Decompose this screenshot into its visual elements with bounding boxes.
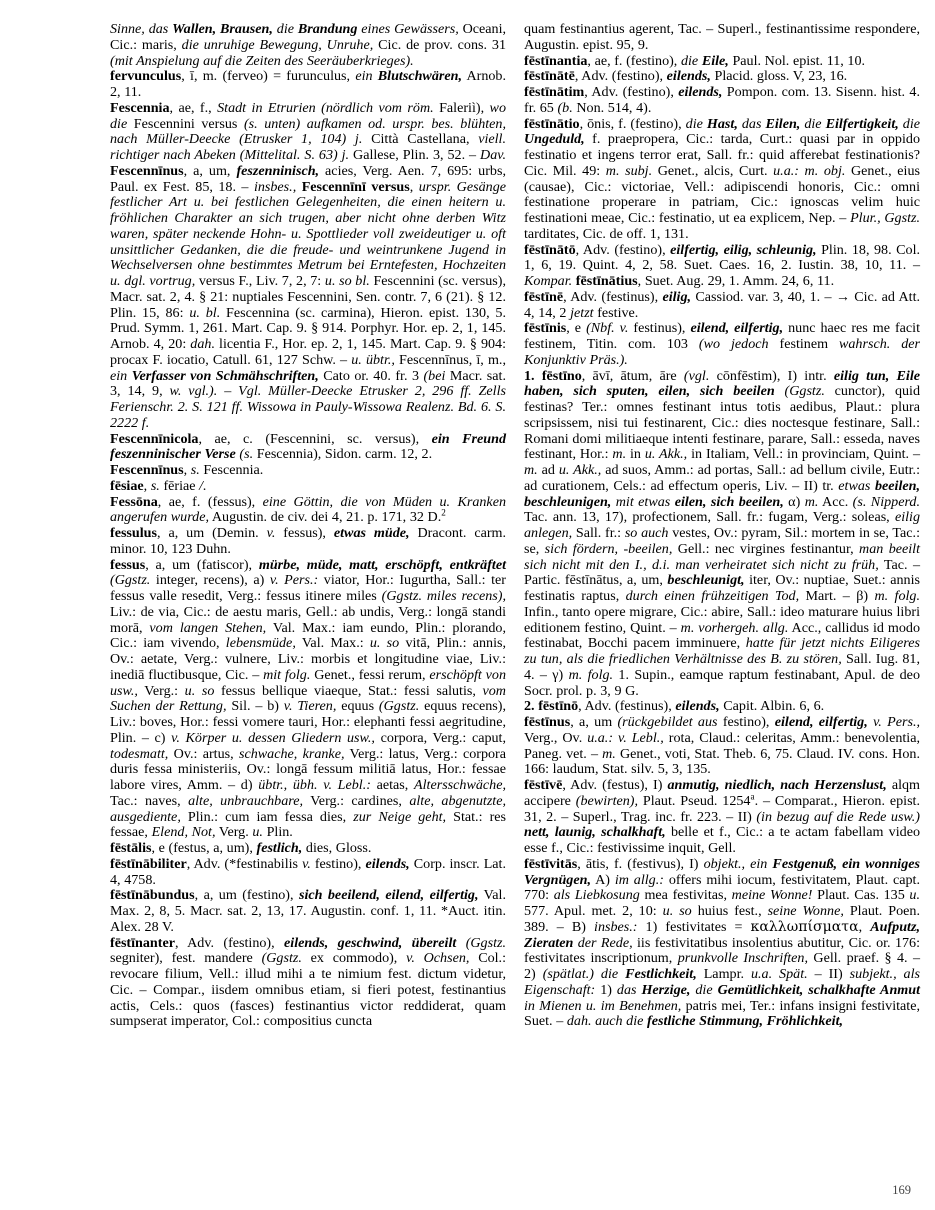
dictionary-entry: Fescennīnicola, ae, c. (Fescennini, sc. versus), ein Freund feszenninischer Verse (s. Fescennia), Sidon. carm. 12, 2. <box>110 430 506 463</box>
right-column <box>524 22 920 1177</box>
dictionary-entry: fēstīnantia, ae, f. (festino), die Eile, Paul. Nol. epist. 11, 10. <box>524 52 866 69</box>
dictionary-entry: fēstīnātio, ōnis, f. (festino), die Hast, das Eilen, die Eilfertigkeit, die Ungeduld, f. praepropera, Cic.: tarda, Curt.: quasi par in oppido festinatio et ingens terror erat, Sall. fr.: quid afferebat festinationis? Cic. Mil. 49: m. subj. Genet., alcis, Curt. u.a.: m. obj. Genet., eius (causae), Cic.: victoriae, Vell.: adipiscendi honoris, Cic.: omni festinatione properare in patriam, Cic.: ignoscas velim huic festinationi meae, Cic.: festinatio, ut ea explicem, Nep. – Plur., Ggstz. tarditates, Cic. de off. 1, 131. <box>524 115 921 242</box>
dictionary-entry: Fescennīnus, s. Fescennia. <box>110 462 264 478</box>
dictionary-entry: fēstīnanter, Adv. (festino), eilends, geschwind, übereilt (Ggstz. segniter), fest. mandere (Ggstz. ex commodo), v. Ochsen, Col.: revocare filium, Vell.: illud mihi a te nimium fest. dictum videtur, Cic. – Compar., iisdem omnibus etiam, si fieri potest, festinantius actis, Cels.: quos (fasces) festinantius victor reddiderat, quam sumpserat imperator, Col.: compositius cuncta <box>110 934 507 1030</box>
dictionary-entry: 2. fēstīnō, Adv. (festinus), eilends, Capit. Albin. 6, 6. <box>524 698 825 715</box>
dictionary-entry: fēstīnus, a, um (rückgebildet aus festino), eilend, eilfertig, v. Pers., Verg., Ov. u.a.: v. Lebl., rota, Claud.: celeritas, Amm.: benevolentia, Paneg. vet. – m. Genet., voti, Stat. Theb. 6, 75. Claud. IV. cons. Hon. 166: laudum, Stat. silv. 5, 3, 135. <box>524 714 920 778</box>
dictionary-entry: fervunculus, ī, m. (ferveo) = furunculus, ein Blutschwären, Arnob. 2, 11. <box>110 68 506 100</box>
dictionary-entry: fēstīvitās, ātis, f. (festivus), I) objekt., ein Festgenuß, ein wonniges Vergnügen, A) im allg.: offers mihi iocum, festivitatem, Plaut. capt. 770: als Liebkosung mea festivitas, meine Wonne! Plaut. Cas. 135 u. 577. Apul. met. 2, 10: u. so huius fest., seine Wonne, Plaut. Poen. 389. – B) insbes.: 1) festivitates = καλλωπίσματα, Aufputz, Zieraten der Rede, iis festivitatibus insolentius abutitur, Cic. or. 176: festivitates inscriptionum, prunkvolle Inschriften, Gell. praef. § 4. – 2) (spätlat.) die Festlichkeit, Lampr. u.a. Spät. – II) subjekt., als Eigenschaft: 1) das Herzige, die Gemütlichkeit, schalkhafte Anmut in Mienen u. im Benehmen, patris mei, Ter.: infans insigni festivitate, Suet. – dah. auch die festliche Stimmung, Fröhlichkeit, <box>524 855 921 1030</box>
dictionary-entry: fēstīnābiliter, Adv. (*festinabilis v. festino), eilends, Corp. inscr. Lat. 4, 4758. <box>110 855 506 888</box>
dictionary-entry: fēstīnābundus, a, um (festino), sich beeilend, eilend, eilfertig, Val. Max. 2, 8, 5. Macr. sat. 2, 13, 17. Augustin. conf. 1, 11. *Auct. itin. Alex. 28 V. <box>110 887 506 935</box>
dictionary-entry: fēstīvē, Adv. (festus), I) anmutig, niedlich, nach Herzenslust, alqm accipere (bewirten), Plaut. Pseud. 1254$^a$. – Comparat., Hieron. epist. 31, 2. – Superl., Trag. inc. fr. 223. – II) (in bezug auf die Rede usw.) nett, launig, schalkhaft, belle et f., Cic.: a te actam fabellam video esse f., Cic.: festivissime inquit, Gell. <box>524 777 921 856</box>
dictionary-entry: fessus, a, um (fatiscor), mürbe, müde, matt, erschöpft, entkräftet (Ggstz. integer, recens), a) v. Pers.: viator, Hor.: Iugurtha, Sall.: ter fessus valle resedit, Verg.: fessus itinere miles (Ggstz. miles recens), Liv.: de via, Cic.: de aestu maris, Gell.: ab undis, Verg.: longā standi morā, vom langen Stehen, Val. Max.: iam eundo, Plin.: plorando, Cic.: iam vivendo, lebensmüde, Val. Max.: u. so vitā, Plin.: annis, Ov.: aetate, Verg.: vulnere, Liv.: morbis et longitudine viae, Liv.: inediā fluctibusque, Cic. – mit folg. Genet., fessi rerum, erschöpft von usw., Verg.: u. so fessus bellique viaeque, Stat.: fessi salutis, vom Suchen der Rettung, Sil. – b) v. Tieren, equus (Ggstz. equus recens), Liv.: boves, Hor.: fessi vomere tauri, Hor.: elephanti fessi aegritudine, Plin. – c) v. Körper u. dessen Gliedern usw., corpora, Verg.: caput, todesmatt, Ov.: artus, schwache, kranke, Verg.: latus, Verg.: corpora duris fessa ministeriis, Ov.: longā fessum militiā latus, Hor.: fessae labore vires, Amm. – d) übtr., übh. v. Lebl.: aetas, Altersschwäche, Tac.: naves, alte, unbrauchbare, Verg.: cardines, alte, abgenutzte, ausgediente, Plin.: cum iam fessa dies, zur Neige geht, Stat.: res fessae, Elend, Not, Verg. u. Plin. <box>110 556 507 841</box>
dictionary-entry: fēstīnātim, Adv. (festino), eilends, Pompon. com. 13. Sisenn. hist. 4. fr. 65 (b. Non. 514, 4). <box>524 84 920 116</box>
dictionary-entry: fessulus, a, um (Demin. v. fessus), etwas müde, Dracont. carm. minor. 10, 123 Duhn. <box>110 525 507 557</box>
page-number: 169 <box>892 1183 911 1197</box>
dictionary-entry: fēstīnis, e (Nbf. v. festinus), eilend, eilfertig, nunc haec res me facit festinem, Titin. com. 103 (wo jedoch festinem wahrsch. der Konjunktiv Präs.). <box>524 320 920 368</box>
dictionary-entry: 1. fēstīno, āvī, ātum, āre (vgl. cōnfēstim), I) intr. eilig tun, Eile haben, sich sputen, eilen, sich beeilen (Ggstz. cunctor), quid festinas? Ter.: omnes festinant intus totis aedibus, Plaut.: plura scripsissem, nisi tui festinarent, Cic.: dies noctesque festinare, Sall.: Romani domi militiaeque intenti festinare, parare, Sall.: esseda, naves festinant, Hor.: m. in u. Akk., in Italiam, Vell.: in provinciam, Quint. – m. ad u. Akk., ad suos, Amm.: ad portas, Sall.: ad bellum civile, Eutr.: ad curationem, Cels.: ad effectum operis, Liv. – II) tr. etwas beeilen, beschleunigen, mit etwas eilen, sich beeilen, α) m. Acc. (s. Nipperd. Tac. ann. 13, 17), profectionem, Sall. fr.: fugam, Verg.: soleas, eilig anlegen, Sall. fr.: so auch vestes, Ov.: pyram, Sil.: mortem in se, Tac.: se, sich fördern, -beeilen, Gell.: nec virgines festinantur, man beeilt sich nicht mit den I., d.i. man verheiratet sich nicht zu früh, Tac. – Partic. fēstīnātus, a, um, beschleunigt, iter, Ov.: nuptiae, Suet.: annis festinatis raptus, durch einen frühzeitigen Tod, Mart. – β) m. folg. Infin., tanto opere migrare, Cic.: abire, Sall.: ideo maturare huius libri editionem festino, Quint. – m. vorhergeh. allg. Acc., callidus id modo festinabat, Bocchi pacem imminuere, hatte für jetzt nichts Eiligeres zu tun, als die friedlichen Verhältnisse des B. zu stören, Sall. Iug. 81, 4. – γ) m. folg. 1. Supin., eamque raptum festinabant, Apul. de deo Socr. prol. p. 3, 9 G. <box>524 367 921 699</box>
dictionary-entry: Sinne, das Wallen, Brausen, die Brandung eines Gewässers, Oceani, Cic.: maris, die unruhige Bewegung, Unruhe, Cic. de prov. cons. 31 (mit Anspielung auf die Zeiten des Seeräuberkrieges). <box>110 21 507 69</box>
dictionary-entry: fēstīnātō, Adv. (festino), eilfertig, eilig, schleunig, Plin. 18, 98. Col. 1, 6, 19. Quint. 4, 2, 58. Suet. Caes. 16, 2. Iustin. 38, 10, 11. – Kompar. fēstīnātius, Suet. Aug. 29, 1. Amm. 24, 6, 11. <box>524 241 921 289</box>
dictionary-entry: fēstīnātē, Adv. (festino), eilends, Placid. gloss. V, 23, 16. <box>524 68 848 85</box>
dictionary-entry: quam festinantius agerent, Tac. – Superl., festinantissime respondere, Augustin. epist. 95, 9. <box>524 21 920 53</box>
left-column <box>110 22 506 1177</box>
two-column-body <box>22 21 921 1177</box>
dictionary-entry: Fessōna, ae, f. (fessus), eine Göttin, die von Müden u. Kranken angerufen wurde, Augustin. de civ. dei 4, 21. p. 171, 32 D.$^2$ <box>110 493 506 526</box>
dictionary-entry: fēstīnē, Adv. (festinus), eilig, Cassiod. var. 3, 40, 1. – → Cic. ad Att. 4, 14, 2 jetzt festive. <box>524 288 921 321</box>
dictionary-entry: fēstālis, e (festus, a, um), festlich, dies, Gloss. <box>110 840 372 856</box>
dictionary-entry: fēsiae, s. fēriae /. <box>110 477 207 494</box>
dictionary-entry: Fescennia, ae, f., Stadt in Etrurien (nördlich vom röm. Faleriì), wo die Fescennini versus (s. unten) aufkamen od. urspr. bes. blühten, nach Müller-Deecke (Etrusker 1, 104) j. Città Castellana, viell. richtiger nach Abeken (Mittelital. S. 63) j. Gallese, Plin. 3, 52. – Dav. Fescennīnus, a, um, feszenninisch, acies, Verg. Aen. 7, 695: urbs, Paul. ex Fest. 85, 18. – insbes., Fescennīnī versus, urspr. Gesänge festlicher Art u. bei festlichen Gelegenheiten, die einen heitern u. fröhlichen Charakter an sich trugen, aber nicht ohne derben Witz waren, später neckende Hohn- u. Spottlieder voll zweideutiger u. oft unsittlicher Gedanken, die die freude- und weintrunkene Jugend in Wechselversen ohne bestimmtes Metrum bei Erntefesten, Hochzeiten u. dgl. vortrug, versus F., Liv. 7, 2, 7: u. so bl. Fescennini (sc. versus), Macr. sat. 2, 4. § 21: nuptiales Fescennini, Sen. contr. 7, 6 (21). § 12. Plin. 15, 86: u. bl. Fescennina (sc. carmina), Hieron. epist. 130, 5. Prud. Symm. 1, 261. Mart. Cap. 9. § 914. Porphyr. Hor. ep. 2, 1, 145. Arnob. 4, 20: dah. licentia F., Hor. ep. 2, 1, 145. Mart. Cap. 9. § 904: procax F. iocatio, Catull. 61, 127 Schw. – u. übtr., Fescennīnus, ī, m., ein Verfasser von Schmähschriften, Cato or. 40. fr. 3 (bei Macr. sat. 3, 14, 9, w. vgl.). – Vgl. Müller-Deecke Etrusker 2, 296 ff. Zells Ferienschr. 2. S. 121 ff. Wissowa in Pauly-Wissowa Realenz. Bd. 6. S. 2222 f. <box>110 99 507 431</box>
